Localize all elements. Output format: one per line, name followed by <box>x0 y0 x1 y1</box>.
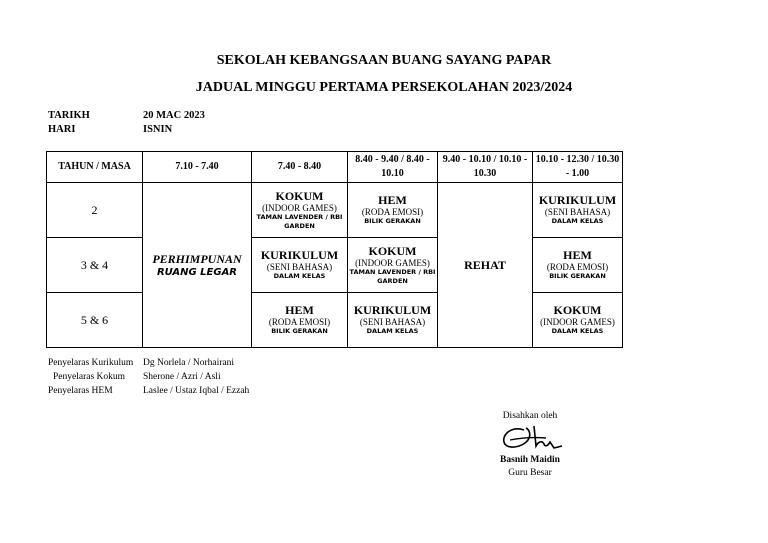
signature-image <box>498 422 566 454</box>
table-row <box>47 293 623 348</box>
header-cell: 7.10 - 7.40 <box>143 152 252 183</box>
table-header-row <box>47 152 623 183</box>
activity-sub: (RODA EMOSI) <box>268 317 331 327</box>
activity-sub: (SENI BAHASA) <box>544 207 611 217</box>
day-value: ISNIN <box>143 124 173 135</box>
break-cell: REHAT <box>438 183 533 348</box>
activity-main: KURIKULUM <box>538 193 617 207</box>
coordinator-role: Penyelaras HEM <box>48 386 113 396</box>
school-name: SEKOLAH KEBANGSAAN BUANG SAYANG PAPAR <box>216 53 552 68</box>
year-cell: 2 <box>47 183 143 238</box>
activity-cell <box>252 293 348 348</box>
activity-cell <box>348 183 438 238</box>
activity-main: KOKUM <box>275 188 324 203</box>
activity-main: HEM <box>563 248 592 262</box>
coordinator-role: Penyelaras Kokum <box>53 372 126 382</box>
approval-label: Disahkan oleh <box>502 411 558 421</box>
activity-sub: (INDOOR GAMES) <box>355 257 430 268</box>
schedule-table <box>46 151 623 348</box>
activity-cell <box>252 183 348 238</box>
year-cell: 3 & 4 <box>47 238 143 293</box>
activity-location: BILIK GERAKAN <box>549 272 606 280</box>
year-cell: 5 & 6 <box>47 293 143 348</box>
activity-location: DALAM KELAS <box>366 327 419 335</box>
coordinator-names: Laslee / Ustaz Iqbal / Ezzah <box>143 386 250 396</box>
activity-cell <box>533 183 623 238</box>
activity-location: TAMAN LAVENDER / RBI GARDEN <box>256 212 343 230</box>
activity-location: DALAM KELAS <box>273 272 326 280</box>
header-cell: 7.40 - 8.40 <box>252 152 348 183</box>
coordinator-names: Sherone / Azri / Asli <box>143 372 221 382</box>
activity-cell <box>533 238 623 293</box>
activity-main: HEM <box>285 303 314 317</box>
header-cell: 9.40 - 10.10 / 10.10 - 10.30 <box>438 152 533 183</box>
header-cell: 8.40 - 9.40 / 8.40 - 10.10 <box>348 152 438 183</box>
activity-sub: (SENI BAHASA) <box>266 262 333 272</box>
header-cell: TAHUN / MASA <box>47 152 143 183</box>
activity-location: BILIK GERAKAN <box>271 327 328 335</box>
activity-sub: (INDOOR GAMES) <box>540 317 615 327</box>
date-value: 20 MAC 2023 <box>143 110 205 121</box>
activity-cell <box>252 238 348 293</box>
coordinator-names: Dg Norlela / Norhairani <box>143 358 235 368</box>
activity-main: KOKUM <box>368 243 417 258</box>
activity-main: KURIKULUM <box>260 248 339 262</box>
table-row <box>47 238 623 293</box>
activity-cell <box>533 293 623 348</box>
activity-sub: (RODA EMOSI) <box>546 262 609 272</box>
day-label: HARI <box>48 124 76 135</box>
coordinators-block <box>48 356 249 398</box>
activity-cell <box>348 238 438 293</box>
activity-location: DALAM KELAS <box>551 217 604 225</box>
activity-sub: (RODA EMOSI) <box>361 207 424 217</box>
activity-main: KOKUM <box>553 303 602 317</box>
activity-main: HEM <box>378 193 407 207</box>
activity-sub: (SENI BAHASA) <box>359 317 426 327</box>
activity-cell <box>348 293 438 348</box>
assembly-cell <box>143 183 252 348</box>
date-label: TARIKH <box>48 110 90 121</box>
activity-main: KURIKULUM <box>353 303 432 317</box>
assembly-location: RUANG LEGAR <box>156 267 238 278</box>
activity-location: BILIK GERAKAN <box>364 217 421 225</box>
activity-sub: (INDOOR GAMES) <box>262 202 337 213</box>
document-title: JADUAL MINGGU PERTAMA PERSEKOLAHAN 2023/2024 <box>195 80 573 95</box>
signatory-position: Guru Besar <box>508 468 552 478</box>
assembly-title: PERHIMPUNAN <box>152 252 242 266</box>
header-cell: 10.10 - 12.30 / 10.30 - 1.00 <box>533 152 623 183</box>
table-row <box>47 183 623 238</box>
coordinator-role: Penyelaras Kurikulum <box>48 358 134 368</box>
activity-location: TAMAN LAVENDER / RBI GARDEN <box>349 267 436 285</box>
activity-location: DALAM KELAS <box>551 327 604 335</box>
signatory-name: Basnih Maidin <box>500 455 560 465</box>
